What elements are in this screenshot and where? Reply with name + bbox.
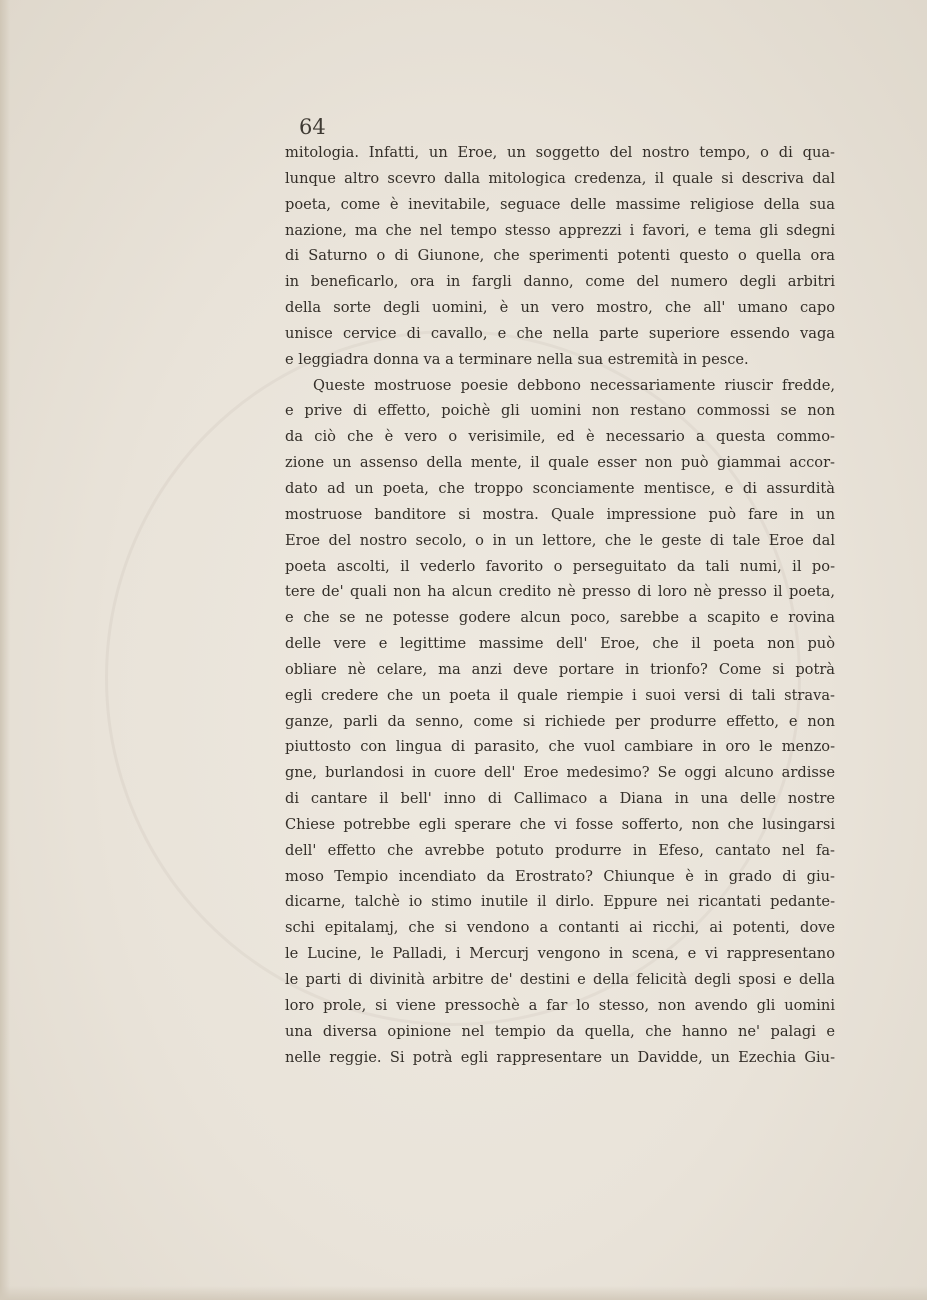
- text-line: della sorte degli uomini, è un vero mostro, che all' umano capo: [285, 299, 835, 317]
- page-left-edge: [0, 0, 10, 1300]
- text-line: poeta, come è inevitabile, seguace delle massime religiose della sua: [285, 195, 835, 213]
- text-line: tere de' quali non ha alcun credito nè presso di loro nè presso il poeta,: [285, 583, 835, 601]
- text-line: dato ad un poeta, che troppo sconciamente mentisce, e di assurdità: [285, 479, 835, 497]
- text-line: le Lucine, le Palladi, i Mercurj vengono in scena, e vi rappresentano: [285, 945, 835, 963]
- text-line: nazione, ma che nel tempo stesso apprezzi i favori, e tema gli sdegni: [285, 221, 835, 239]
- page-bottom-edge: [0, 1286, 927, 1300]
- text-line: moso Tempio incendiato da Erostrato? Chiunque è in grado di giu-: [285, 867, 835, 885]
- paragraph-start-line: Queste mostruose poesie debbono necessariamente riuscir fredde,: [313, 376, 835, 394]
- text-line: e prive di effetto, poichè gli uomini non restano commossi se non: [285, 402, 835, 420]
- text-line: ganze, parli da senno, come si richiede per produrre effetto, e non: [285, 712, 835, 730]
- text-line: piuttosto con lingua di parasito, che vuol cambiare in oro le menzo-: [285, 738, 835, 756]
- text-line: delle vere e legittime massime dell' Eroe, che il poeta non può: [285, 635, 835, 653]
- text-line: obliare nè celare, ma anzi deve portare in trionfo? Come si potrà: [285, 660, 835, 678]
- text-line: e leggiadra donna va a terminare nella sua estremità in pesce.: [285, 350, 749, 368]
- text-line: zione un assenso della mente, il quale esser non può giammai accor-: [285, 454, 835, 472]
- text-line: mitologia. Infatti, un Eroe, un soggetto del nostro tempo, o di qua-: [285, 144, 835, 161]
- text-line: nelle reggie. Si potrà egli rappresentare un Davidde, un Ezechia Giu-: [285, 1048, 835, 1066]
- text-line: di cantare il bell' inno di Callimaco a Diana in una delle nostre: [285, 790, 835, 808]
- text-line: poeta ascolti, il vederlo favorito o perseguitato da tali numi, il po-: [285, 557, 835, 575]
- text-line: dell' effetto che avrebbe potuto produrre in Efeso, cantato nel fa-: [285, 841, 835, 859]
- text-line: Chiese potrebbe egli sperare che vi fosse sofferto, non che lusingarsi: [285, 815, 835, 833]
- text-line: e che se ne potesse godere alcun poco, sarebbe a scapito e rovina: [285, 609, 835, 627]
- text-line: lunque altro scevro dalla mitologica credenza, il quale si descriva dal: [285, 169, 835, 187]
- text-line: Eroe del nostro secolo, o in un lettore, che le geste di tale Eroe dal: [285, 531, 835, 549]
- text-line: una diversa opinione nel tempio da quella, che hanno ne' palagi e: [285, 1022, 835, 1040]
- text-line: schi epitalamj, che si vendono a contanti ai ricchi, ai potenti, dove: [285, 919, 835, 937]
- text-line: gne, burlandosi in cuore dell' Eroe medesimo? Se oggi alcuno ardisse: [285, 764, 835, 782]
- text-line: in beneficarlo, ora in fargli danno, come del numero degli arbitri: [285, 273, 835, 291]
- text-line: le parti di divinità arbitre de' destini e della felicità degli sposi e della: [285, 971, 835, 988]
- page-number: 64: [299, 115, 326, 139]
- text-line: da ciò che è vero o verisimile, ed è necessario a questa commo-: [285, 428, 835, 446]
- text-line: unisce cervice di cavallo, e che nella parte superiore essendo vaga: [285, 324, 835, 342]
- text-line: dicarne, talchè io stimo inutile il dirlo. Eppure nei ricantati pedante-: [285, 893, 835, 911]
- text-line: di Saturno o di Giunone, che sperimenti potenti questo o quella ora: [285, 247, 835, 265]
- text-line: loro prole, si viene pressochè a far lo stesso, non avendo gli uomini: [285, 996, 835, 1014]
- text-line: mostruose banditore si mostra. Quale impressione può fare in un: [285, 505, 835, 523]
- body-text: [285, 140, 835, 1070]
- text-line: egli credere che un poeta il quale riempie i suoi versi di tali strava-: [285, 686, 835, 704]
